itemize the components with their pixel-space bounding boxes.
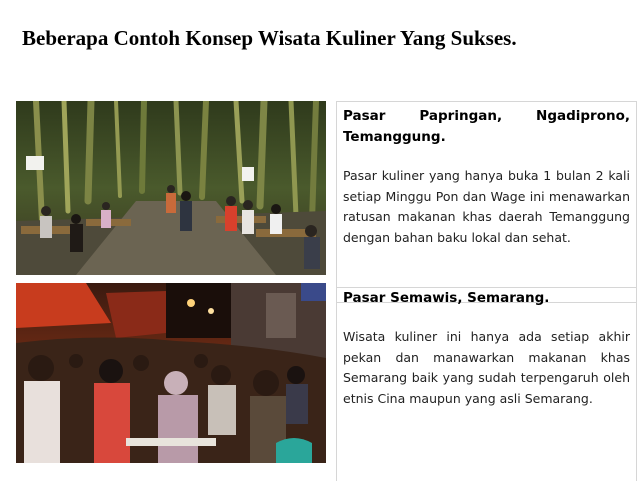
pasar-papringan-photo <box>16 101 326 275</box>
item-2-heading: Pasar Semawis, Semarang. <box>343 290 550 306</box>
pasar-semawis-photo <box>16 283 326 463</box>
slide-title: Beberapa Contoh Konsep Wisata Kuliner Yang Sukses. <box>22 26 517 50</box>
item-1-heading-line2: Temanggung. <box>343 129 446 145</box>
item-1-heading-line1: Pasar Papringan, Ngadiprono, <box>343 108 630 124</box>
item-2-description: Wisata kuliner ini hanya ada setiap akhir pekan dan manawarkan makanan khas Semarang baik yang sudah terpengaruh oleh etnis Cina maupun yang asli Semarang. <box>343 329 630 406</box>
item-1-description: Pasar kuliner yang hanya buka 1 bulan 2 kali setiap Minggu Pon dan Wage ini menawarkan ratusan makanan khas daerah Temanggung dengan bahan baku lokal dan sehat. <box>343 168 630 245</box>
